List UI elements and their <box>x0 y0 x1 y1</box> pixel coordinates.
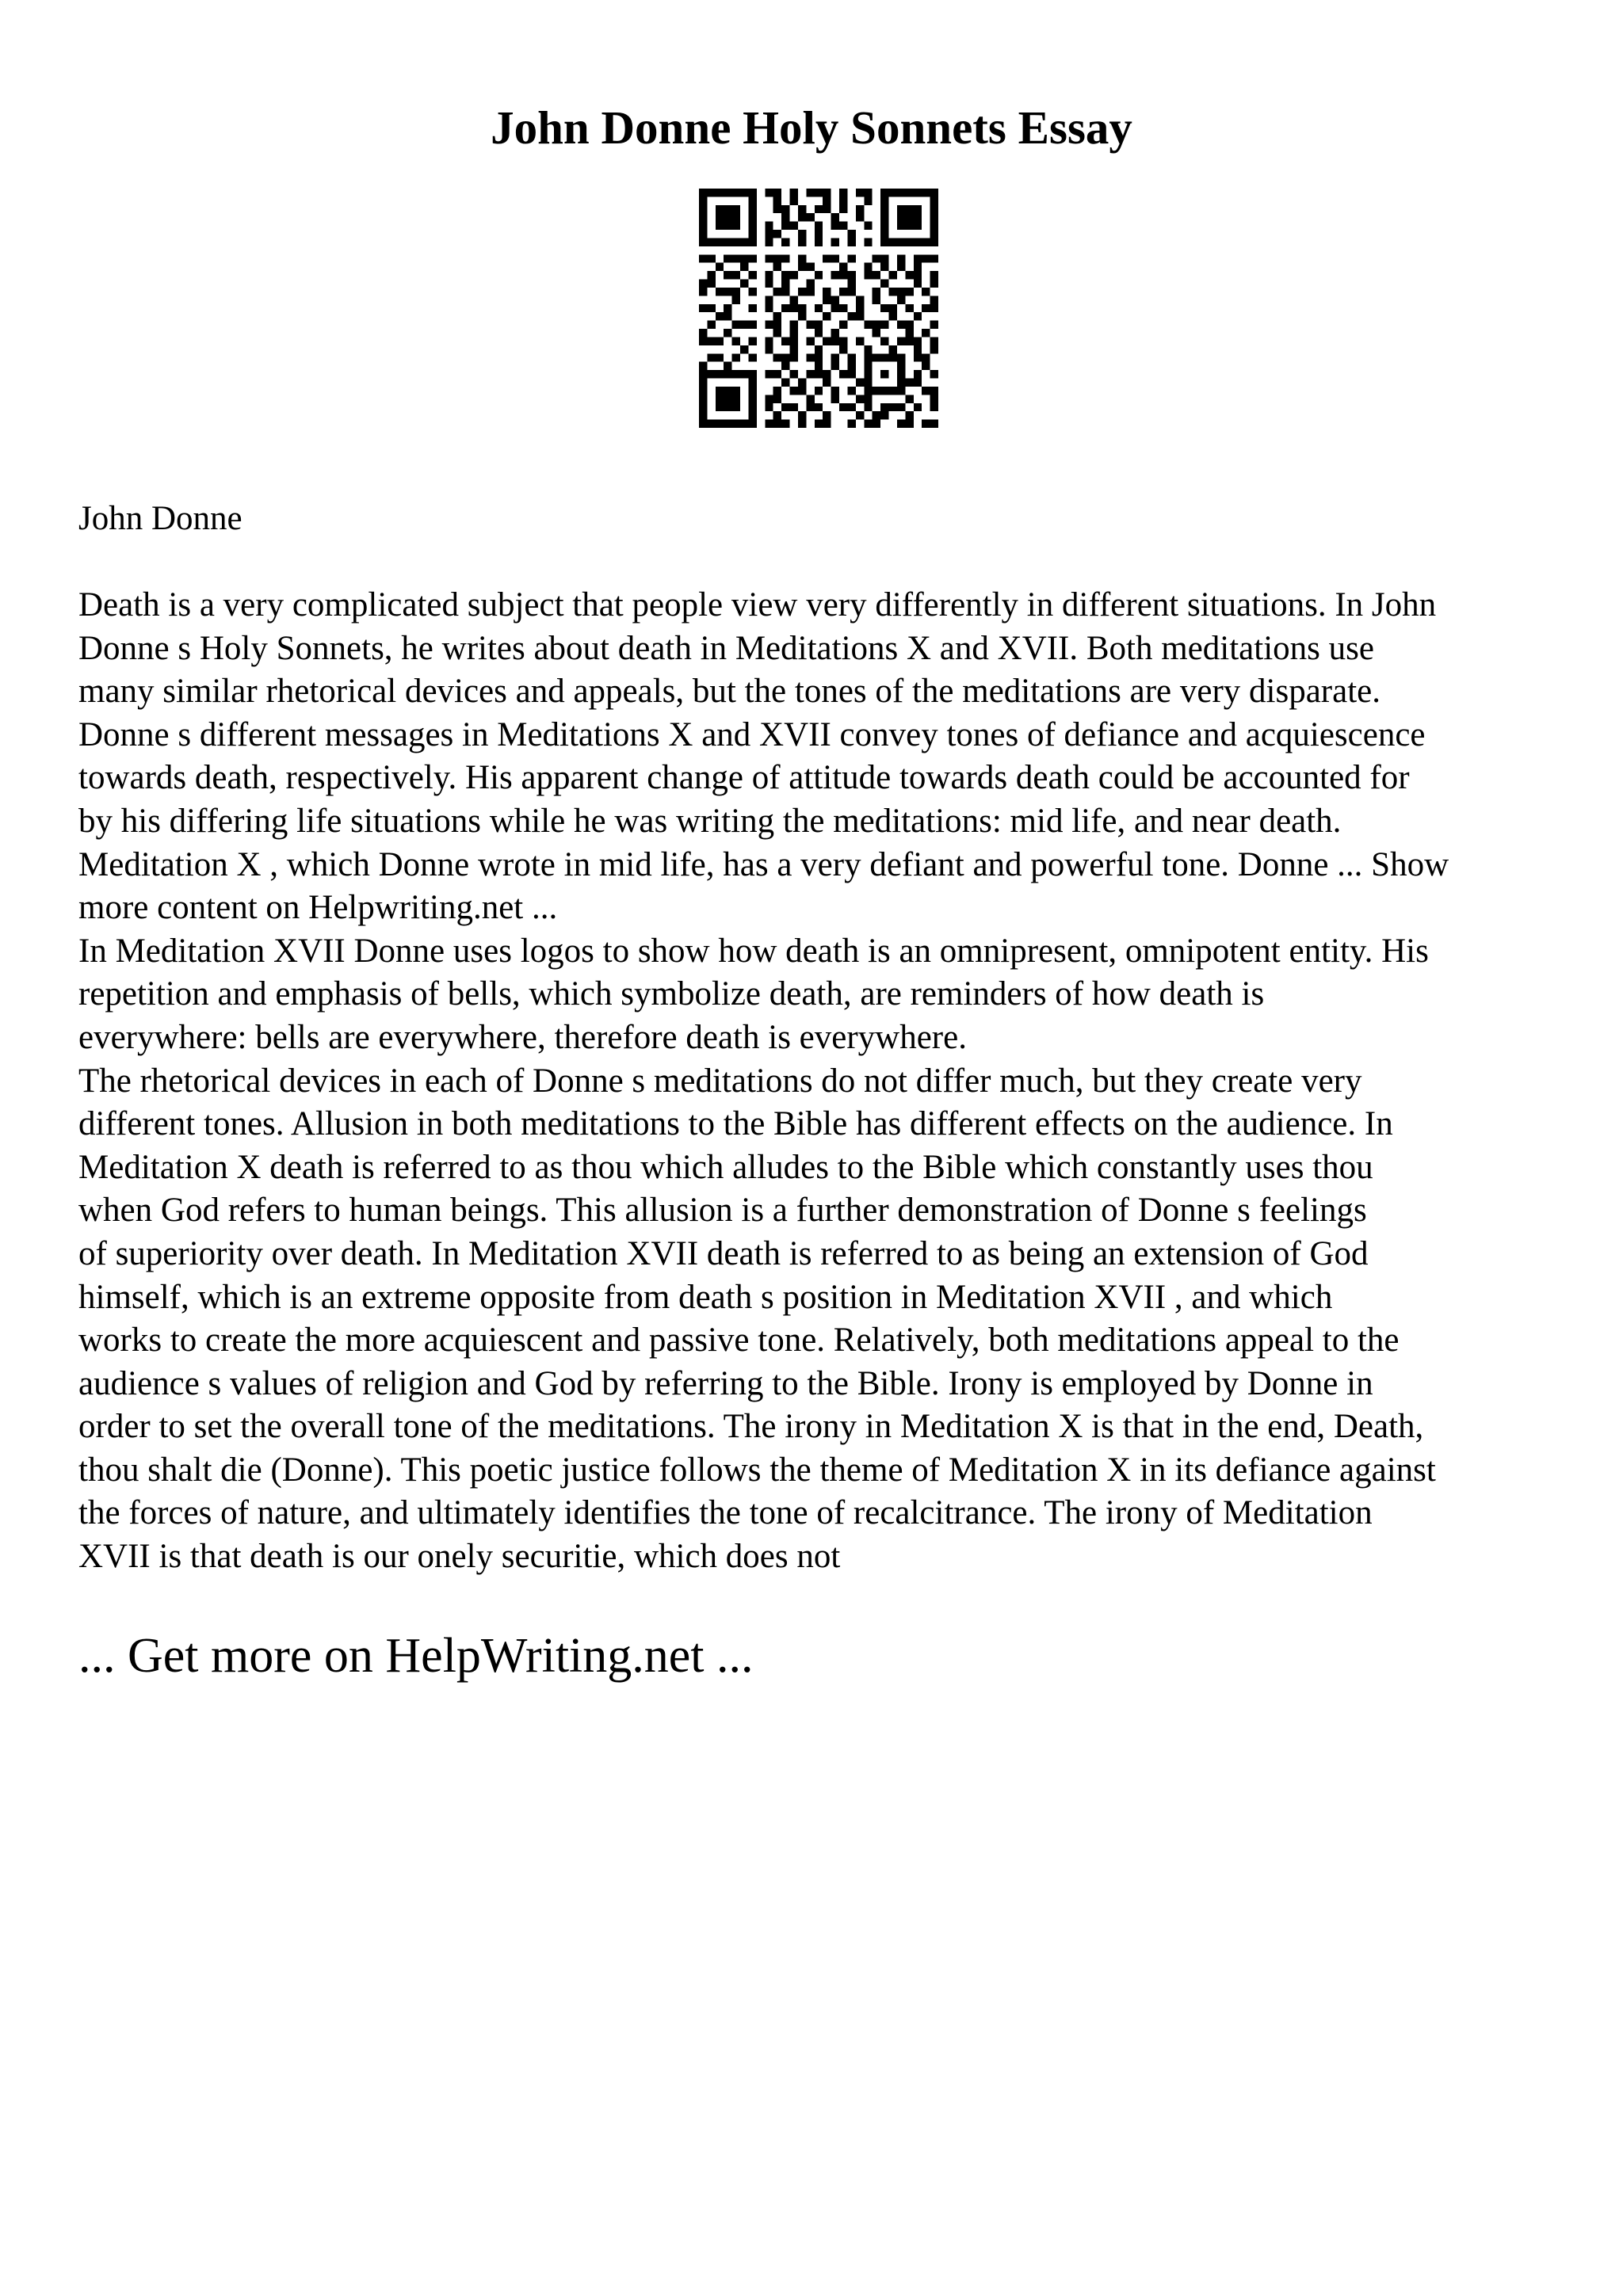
essay-line: when God refers to human beings. This allusion is a further demonstration of Donne s feelings <box>78 1192 1367 1230</box>
essay-line: different tones. Allusion in both meditations to the Bible has different effects on the audience. In <box>78 1105 1393 1143</box>
essay-line: everywhere: bells are everywhere, therefore death is everywhere. <box>78 1018 967 1056</box>
essay-line: Donne s different messages in Meditations X and XVII convey tones of defiance and acquiescence <box>78 715 1426 753</box>
essay-line: order to set the overall tone of the meditations. The irony in Meditation X is that in the end, Death, <box>78 1408 1424 1446</box>
essay-line: XVII is that death is our onely securitie, which does not <box>78 1538 841 1576</box>
essay-line: The rhetorical devices in each of Donne s meditations do not differ much, but they create very <box>78 1062 1362 1100</box>
essay-line: more content on Helpwriting.net ... <box>78 889 558 927</box>
essay-line: audience s values of religion and God by referring to the Bible. Irony is employed by Donne in <box>78 1364 1373 1402</box>
essay-line: Meditation X death is referred to as thou which alludes to the Bible which constantly uses thou <box>78 1148 1373 1186</box>
essay-line: himself, which is an extreme opposite from death s position in Meditation XVII , and which <box>78 1278 1333 1316</box>
essay-line: towards death, respectively. His apparent change of attitude towards death could be accounted for <box>78 759 1410 797</box>
essay-line: works to create the more acquiescent and passive tone. Relatively, both meditations appeal to the <box>78 1322 1400 1360</box>
essay-line: Death is a very complicated subject that people view very differently in different situations. In John <box>78 586 1437 624</box>
get-more-link[interactable]: ... Get more on HelpWriting.net ... <box>78 1629 754 1683</box>
essay-line: thou shalt die (Donne). This poetic justice follows the theme of Meditation X in its defiance against <box>78 1451 1436 1489</box>
essay-line: many similar rhetorical devices and appeals, but the tones of the meditations are very disparate. <box>78 673 1381 711</box>
essay-line: of superiority over death. In Meditation XVII death is referred to as being an extension of God <box>78 1234 1369 1272</box>
essay-line: repetition and emphasis of bells, which symbolize death, are reminders of how death is <box>78 975 1265 1013</box>
essay-line: Meditation X , which Donne wrote in mid life, has a very defiant and powerful tone. Donne ... Show <box>78 845 1449 883</box>
essay-body <box>78 584 1568 1579</box>
essay-line: by his differing life situations while he was writing the meditations: mid life, and near death. <box>78 802 1342 840</box>
author-line: John Donne <box>78 500 242 537</box>
page-title: John Donne Holy Sonnets Essay <box>491 101 1132 154</box>
essay-line: In Meditation XVII Donne uses logos to show how death is an omnipresent, omnipotent entity. His <box>78 932 1429 970</box>
essay-line: the forces of nature, and ultimately identifies the tone of recalcitrance. The irony of Meditation <box>78 1494 1373 1532</box>
essay-line: Donne s Holy Sonnets, he writes about death in Meditations X and XVII. Both meditations use <box>78 629 1374 667</box>
qr-code-icon <box>699 189 938 428</box>
